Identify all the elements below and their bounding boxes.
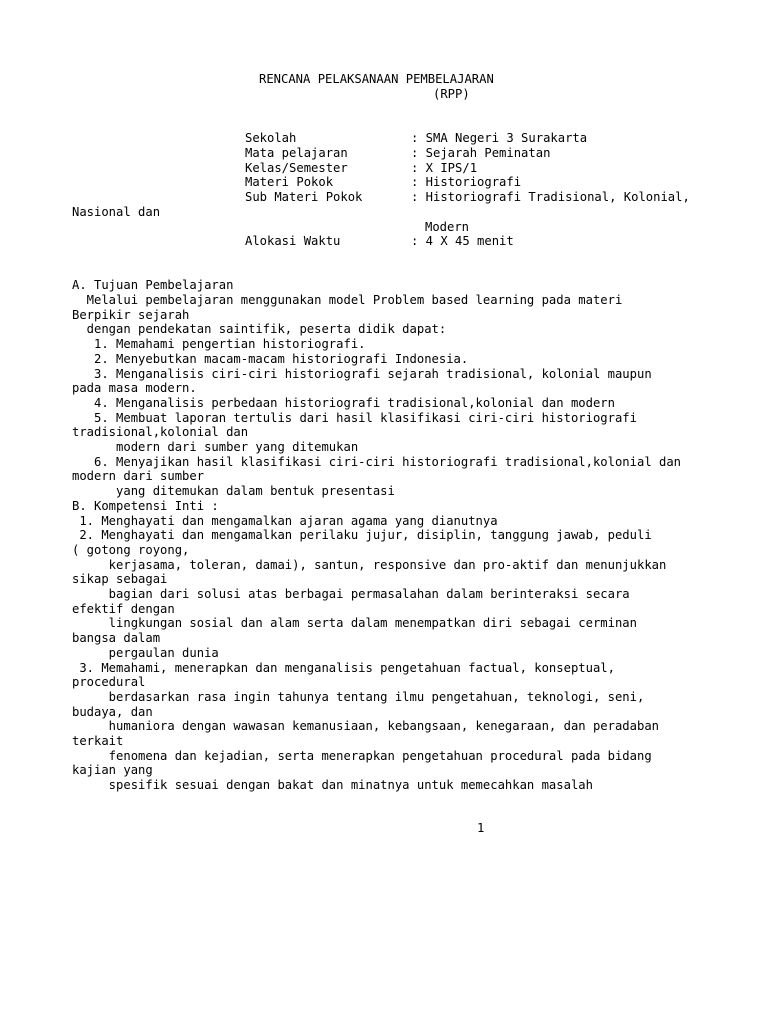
info-value-mata-pelajaran: : Sejarah Peminatan: [411, 146, 551, 160]
section-b-line: ( gotong royong,: [72, 542, 190, 557]
section-b-line: kajian yang: [72, 763, 153, 778]
section-a-line: Berpikir sejarah: [72, 307, 190, 322]
document-subtitle: (RPP): [433, 87, 470, 101]
info-value-sub-materi-wrap2: Modern: [425, 220, 470, 234]
section-b-line: spesifik sesuai dengan bakat dan minatnya untuk memecahkan masalah: [72, 778, 593, 793]
section-b-line: pergaulan dunia: [72, 645, 219, 660]
section-a-line: 2. Menyebutkan macam-macam historiografi Indonesia.: [72, 351, 469, 366]
section-b-line: efektif dengan: [72, 601, 175, 616]
section-a-heading: A. Tujuan Pembelajaran: [72, 278, 234, 292]
section-b-line: kerjasama, toleran, damai), santun, responsive dan pro-aktif dan menunjukkan: [72, 557, 667, 572]
page-number: 1: [477, 821, 485, 835]
section-b-line: lingkungan sosial dan alam serta dalam menempatkan diri sebagai cerminan: [72, 616, 637, 631]
info-label-sub-materi: Sub Materi Pokok: [245, 190, 363, 204]
section-b-line: terkait: [72, 734, 124, 748]
section-b-line: bagian dari solusi atas berbagai permasalahan dalam berinteraksi secara: [72, 587, 630, 601]
info-value-alokasi: : 4 X 45 menit: [411, 234, 514, 248]
info-value-sub-materi-wrap: Nasional dan: [72, 205, 161, 219]
section-a-line: tradisional,kolonial dan: [72, 425, 249, 440]
section-a-line: 5. Membuat laporan tertulis dari hasil klasifikasi ciri-ciri historiografi: [72, 410, 637, 425]
info-value-sub-materi: : Historiografi Tradisional, Kolonial,: [411, 190, 690, 204]
section-a-line: pada masa modern.: [72, 381, 197, 396]
section-b-line: 2. Menghayati dan mengamalkan perilaku jujur, disiplin, tanggung jawab, peduli: [72, 528, 652, 543]
section-b-line: sikap sebagai: [72, 572, 168, 587]
section-b-line: 3. Memahami, menerapkan dan menganalisis pengetahuan factual, konseptual,: [72, 660, 615, 675]
section-b-line: procedural: [72, 675, 146, 690]
section-b-heading: B. Kompetensi Inti :: [72, 499, 219, 513]
info-label-sekolah: Sekolah: [245, 131, 297, 145]
section-a-line: 1. Memahami pengertian historiografi.: [72, 337, 366, 352]
info-value-kelas: : X IPS/1: [411, 161, 478, 175]
document-title: RENCANA PELAKSANAAN PEMBELAJARAN: [259, 72, 494, 86]
info-label-alokasi: Alokasi Waktu: [245, 234, 341, 248]
section-a-line: 6. Menyajikan hasil klasifikasi ciri-ciri historiografi tradisional,kolonial dan: [72, 454, 682, 469]
section-a-line: 3. Menganalisis ciri-ciri historiografi sejarah tradisional, kolonial maupun: [72, 366, 652, 381]
info-label-mata-pelajaran: Mata pelajaran: [245, 146, 348, 160]
section-b-line: budaya, dan: [72, 704, 153, 719]
section-b-line: berdasarkan rasa ingin tahunya tentang ilmu pengetahuan, teknologi, seni,: [72, 689, 645, 704]
section-a-line: modern dari sumber yang ditemukan: [72, 440, 359, 454]
section-b-line: bangsa dalam: [72, 631, 161, 646]
info-label-kelas: Kelas/Semester: [245, 161, 348, 175]
section-b-line: 1. Menghayati dan mengamalkan ajaran agama yang dianutnya: [72, 513, 498, 528]
info-label-materi: Materi Pokok: [245, 175, 334, 189]
section-a-line: Melalui pembelajaran menggunakan model Problem based learning pada materi: [72, 293, 623, 307]
section-a-line: 4. Menganalisis perbedaan historiografi tradisional,kolonial dan modern: [72, 395, 615, 410]
section-b-line: humaniora dengan wawasan kemanusiaan, kebangsaan, kenegaraan, dan peradaban: [72, 719, 659, 734]
section-a-line: modern dari sumber: [72, 469, 205, 484]
section-b-line: fenomena dan kejadian, serta menerapkan pengetahuan procedural pada bidang: [72, 748, 652, 763]
section-a-line: dengan pendekatan saintifik, peserta didik dapat:: [72, 322, 447, 337]
info-value-sekolah: : SMA Negeri 3 Surakarta: [411, 131, 588, 145]
section-a-line: yang ditemukan dalam bentuk presentasi: [72, 484, 395, 499]
info-value-materi: : Historiografi: [411, 175, 522, 189]
